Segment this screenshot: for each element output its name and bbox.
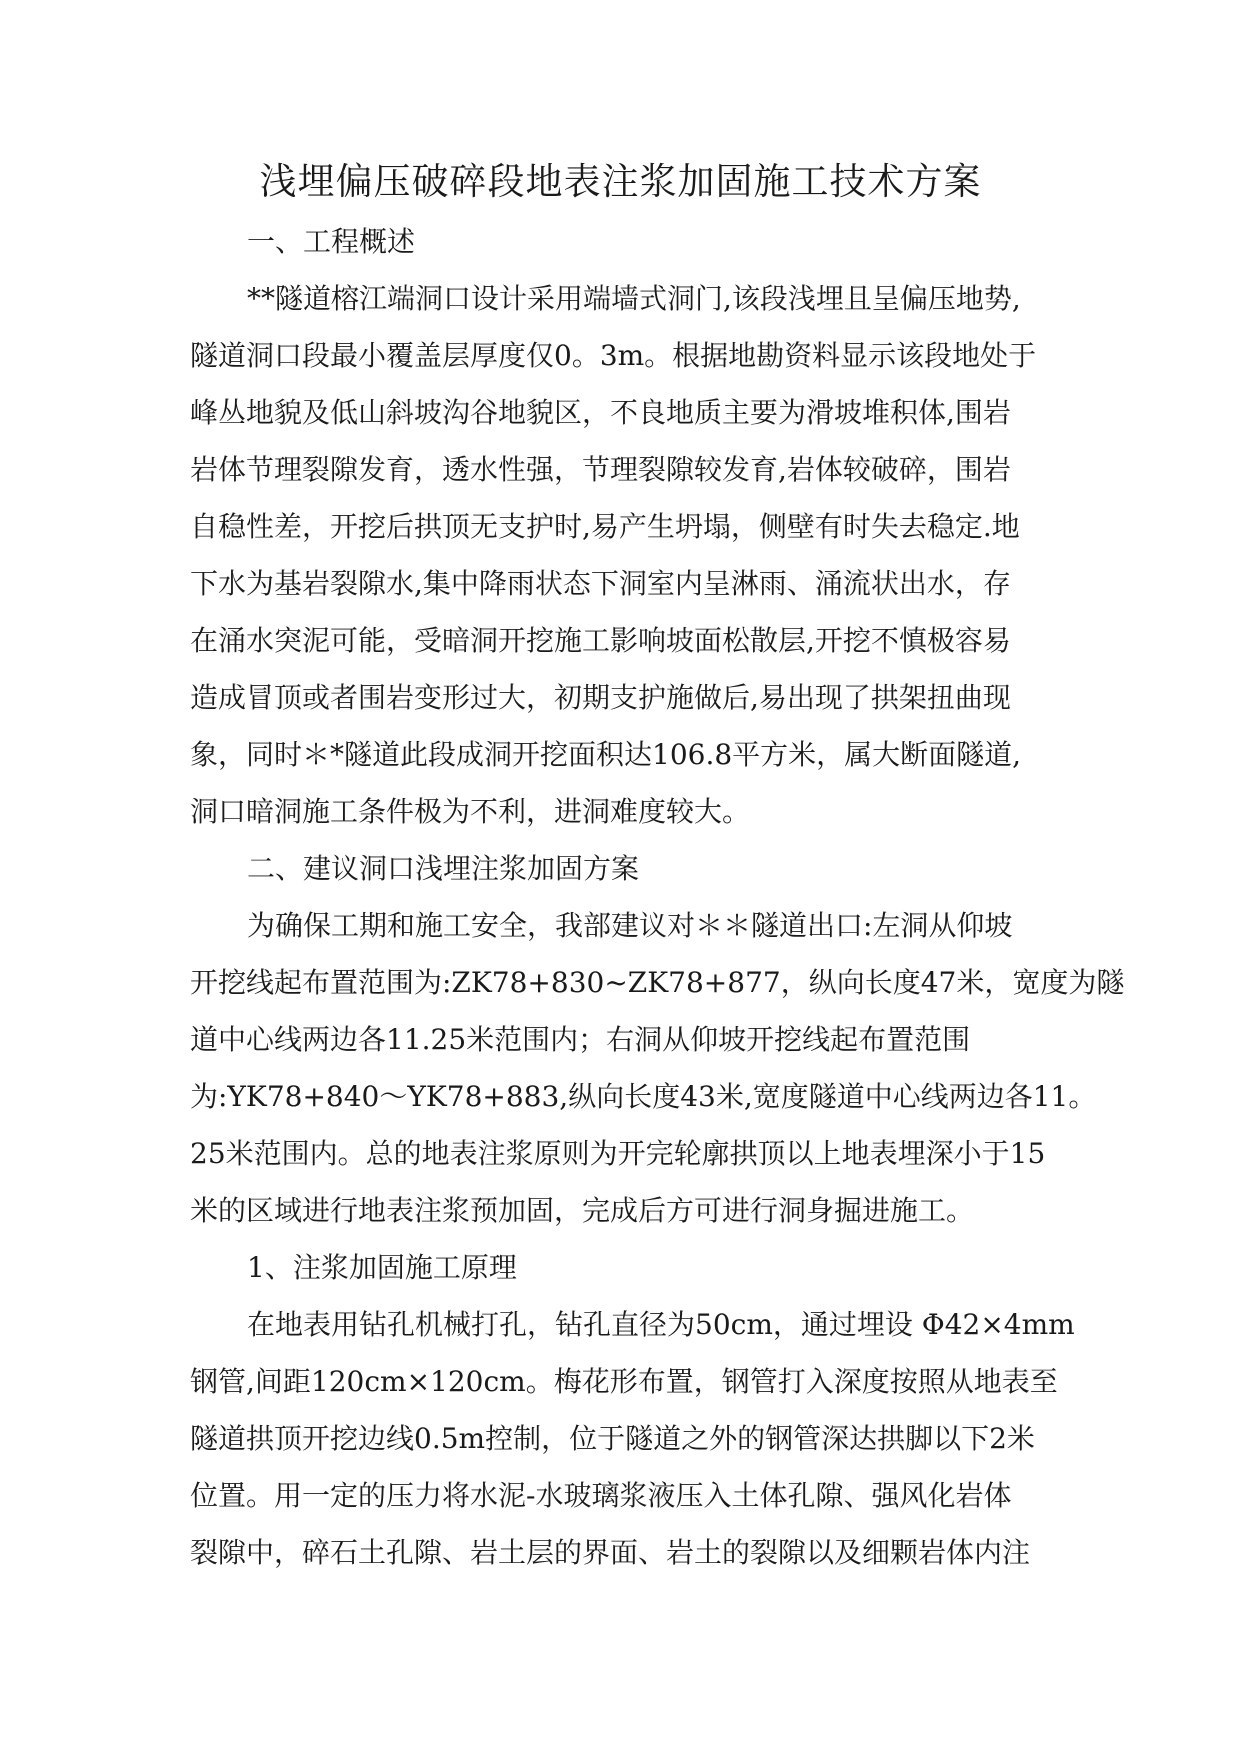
text-line: 道中心线两边各11.25米范围内；右洞从仰坡开挖线起布置范围 [190, 1023, 971, 1056]
text-line: 在地表用钻孔机械打孔，钻孔直径为50cm，通过埋设 Φ42×4mm [247, 1308, 1075, 1341]
text-line: 造成冒顶或者围岩变形过大，初期支护施做后,易出现了拱架扭曲现 [190, 681, 1011, 714]
paragraph-overview [190, 278, 1055, 833]
document-body [190, 221, 1125, 1589]
paragraph-grouting-plan [190, 905, 1125, 1232]
document-title: 浅埋偏压破碎段地表注浆加固施工技术方案 [259, 160, 982, 203]
text-line: 峰丛地貌及低山斜坡沟谷地貌区，不良地质主要为滑坡堆积体,围岩 [190, 396, 1011, 429]
text-line: 岩体节理裂隙发育，透水性强，节理裂隙较发育,岩体较破碎，围岩 [190, 453, 1011, 486]
text-line: 象，同时＊*隧道此段成洞开挖面积达106.8平方米，属大断面隧道, [190, 738, 1022, 771]
section-heading-grouting-plan: 二、建议洞口浅埋注浆加固方案 [247, 852, 640, 885]
text-line: 为:YK78+840～YK78+883,纵向长度43米,宽度隧道中心线两边各11。 [190, 1080, 1097, 1113]
text-line: 开挖线起布置范围为:ZK78+830~ZK78+877，纵向长度47米，宽度为隧 [190, 966, 1125, 999]
section-heading-overview: 一、工程概述 [247, 225, 416, 258]
text-line: 为确保工期和施工安全，我部建议对＊＊隧道出口:左洞从仰坡 [247, 909, 1013, 942]
text-line: 裂隙中，碎石土孔隙、岩土层的界面、岩土的裂隙以及细颗岩体内注 [190, 1536, 1031, 1569]
text-line: 位置。用一定的压力将水泥-水玻璃浆液压入土体孔隙、强风化岩体 [190, 1479, 1012, 1512]
text-line: 钢管,间距120cm×120cm。梅花形布置，钢管打入深度按照从地表至 [190, 1365, 1058, 1398]
text-line: **隧道榕江端洞口设计采用端墙式洞门,该段浅埋且呈偏压地势, [247, 282, 1021, 315]
text-line: 自稳性差，开挖后拱顶无支护时,易产生坍塌，侧壁有时失去稳定.地 [190, 510, 1020, 543]
text-line: 25米范围内。总的地表注浆原则为开完轮廓拱顶以上地表埋深小于15 [190, 1137, 1046, 1170]
text-line: 隧道洞口段最小覆盖层厚度仅0。3m。根据地勘资料显示该段地处于 [190, 339, 1037, 372]
text-line: 在涌水突泥可能，受暗洞开挖施工影响坡面松散层,开挖不慎极容易 [190, 624, 1011, 657]
text-line: 洞口暗洞施工条件极为不利，进洞难度较大。 [190, 795, 751, 828]
text-line: 下水为基岩裂隙水,集中降雨状态下洞室内呈淋雨、涌流状出水，存 [190, 567, 1011, 600]
paragraph-principle [190, 1304, 1075, 1574]
text-line: 隧道拱顶开挖边线0.5m控制，位于隧道之外的钢管深达拱脚以下2米 [190, 1422, 1035, 1455]
text-line: 米的区域进行地表注浆预加固，完成后方可进行洞身掘进施工。 [190, 1194, 975, 1227]
section-heading-principle: 1、注浆加固施工原理 [247, 1251, 517, 1284]
